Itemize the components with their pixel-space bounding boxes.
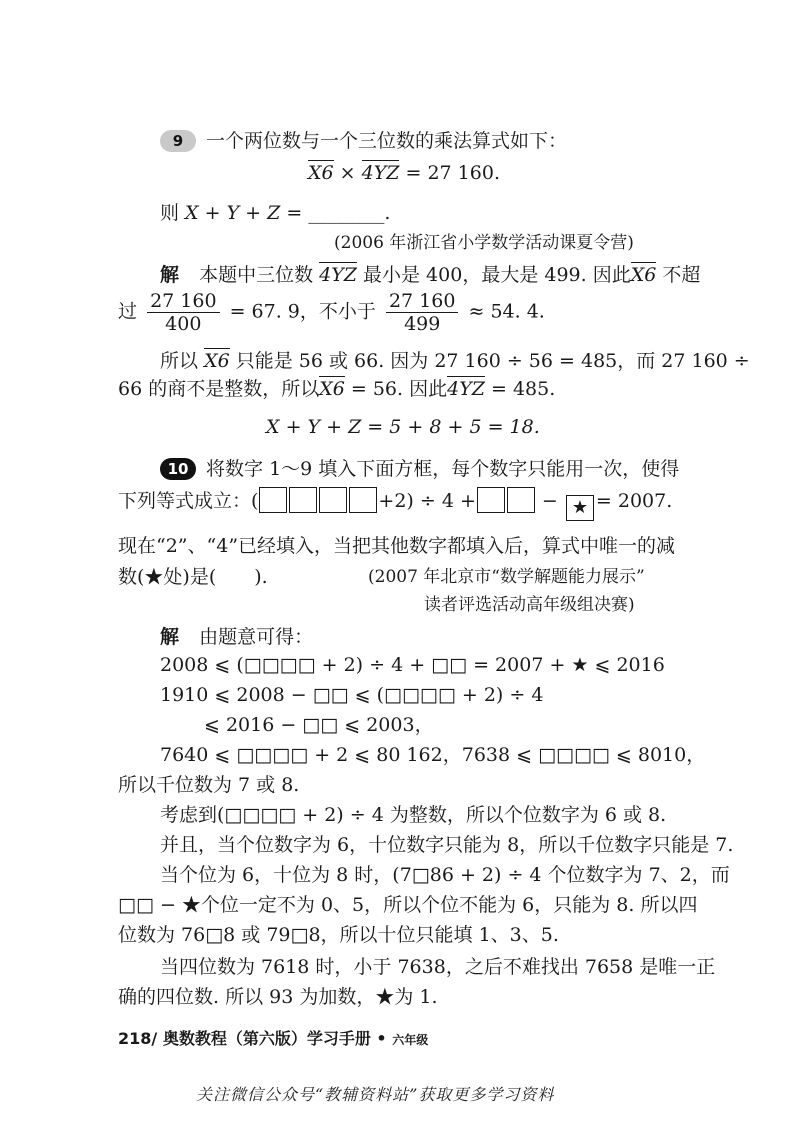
solution-line: 考虑到(□□□□ + 2) ÷ 4 为整数，所以个位数字为 6 或 8. xyxy=(160,804,667,826)
solution-text: 过 xyxy=(118,300,138,323)
solution-label: 解 xyxy=(160,626,180,648)
solution-line: 当个位为 6，十位为 8 时，(7□86 + 2) ÷ 4 个位数字为 7、2，而 xyxy=(160,864,730,886)
page-number: 218/ xyxy=(118,1029,158,1048)
question-line xyxy=(160,200,390,226)
source-note-1: (2007 年北京市“数学解题能力展示” xyxy=(368,567,645,587)
problem-10-text-1: 现在“2”、“4”已经填入，当把其他数字都填入后，算式中唯一的减 xyxy=(118,535,676,557)
problem-number-badge: 9 xyxy=(160,130,196,152)
solution-text: = 56. 因此 xyxy=(344,378,448,400)
times-sign: × xyxy=(333,162,362,184)
answer-blank: ________ xyxy=(308,202,385,224)
overlined-number: X6 xyxy=(204,350,230,372)
source-note-2: 读者评选活动高年级组决赛) xyxy=(424,595,635,615)
problem-10-header xyxy=(160,456,679,482)
solution-line: 位数为 76□8 或 79□8，所以十位只能填 1、3、5. xyxy=(118,924,559,946)
problem-text: 一个两位数与一个三位数的乘法算式如下： xyxy=(206,130,568,152)
final-answer: X + Y + Z = 5 + 8 + 5 = 18. xyxy=(266,416,540,438)
problem-text: 数(★处)是( ). xyxy=(118,566,268,588)
solution-text: ≈ 54. 4. xyxy=(468,300,545,323)
overlined-number: X6 xyxy=(630,264,657,286)
overlined-number: X6 xyxy=(308,162,334,184)
bottom-note: 关注微信公众号“教辅资料站”获取更多学习资料 xyxy=(196,1085,555,1104)
star-box: ★ xyxy=(566,495,594,521)
solution-text: 所以 xyxy=(160,350,199,372)
fraction xyxy=(147,290,219,335)
solution-text: = 485. xyxy=(484,378,556,400)
blank-box xyxy=(507,487,535,513)
solution-line-1 xyxy=(160,262,700,288)
question-period: . xyxy=(384,202,391,224)
problem-9-header xyxy=(160,128,567,154)
solution-line-4 xyxy=(118,376,555,402)
solution-line: 7640 ⩽ □□□□ + 2 ⩽ 80 162，7638 ⩽ □□□□ ⩽ 8010， xyxy=(160,744,706,766)
solution-label: 解 xyxy=(160,264,180,286)
blank-box xyxy=(259,487,287,513)
overlined-number: X6 xyxy=(319,378,345,400)
overlined-number: 4YZ xyxy=(447,378,485,400)
solution-line: ⩽ 2016 − □□ ⩽ 2003， xyxy=(204,714,434,736)
problem-10-equation xyxy=(118,487,672,521)
fraction-numerator: 27 160 xyxy=(386,290,458,313)
book-title: 奥数教程（第六版）学习手册 xyxy=(162,1029,371,1048)
blank-box xyxy=(319,487,347,513)
solution-line: 2008 ⩽ (□□□□ + 2) ÷ 4 + □□ = 2007 + ★ ⩽ 2016 xyxy=(160,654,665,676)
solution-text: 由题意可得： xyxy=(199,626,314,648)
problem-number-badge: 10 xyxy=(160,458,196,480)
solution-line: 所以千位数为 7 或 8. xyxy=(118,774,300,796)
equation xyxy=(308,160,500,186)
equation-text: 下列等式成立：( xyxy=(118,490,259,512)
equation-text: +2) ÷ 4 + xyxy=(378,490,476,512)
blank-box xyxy=(477,487,505,513)
page-footer xyxy=(118,1026,428,1053)
overlined-number: 4YZ xyxy=(319,264,357,286)
blank-box xyxy=(349,487,377,513)
solution-line: 当四位数为 7618 时，小于 7638，之后不难找出 7658 是唯一正 xyxy=(160,956,716,978)
fraction xyxy=(386,290,458,335)
problem-10-text-2 xyxy=(118,564,268,590)
question-expression: X + Y + Z = xyxy=(185,202,309,224)
grade-label: 六年级 xyxy=(392,1033,429,1047)
solution-line-2 xyxy=(118,290,545,335)
question-prefix: 则 xyxy=(160,202,186,224)
overlined-number: 4YZ xyxy=(361,162,400,184)
solution-intro xyxy=(160,624,313,650)
equation-rest: = 27 160. xyxy=(399,162,500,184)
minus-sign: − xyxy=(535,490,564,512)
footer-dot: • xyxy=(370,1029,393,1048)
solution-text: 本题中三位数 xyxy=(199,264,314,286)
solution-text: = 67. 9，不小于 xyxy=(229,300,376,323)
blank-box xyxy=(289,487,317,513)
fraction-denominator: 400 xyxy=(165,313,202,335)
solution-line: □□ − ★个位一定不为 0、5，所以个位不能为 6，只能为 8. 所以四 xyxy=(118,894,698,916)
solution-text: 只能是 56 或 66. 因为 27 160 ÷ 56 = 485，而 27 160 ÷ xyxy=(235,350,750,372)
equation-text: = 2007. xyxy=(595,490,673,512)
problem-text: 将数字 1～9 填入下面方框，每个数字只能用一次，使得 xyxy=(206,458,680,480)
solution-line: 并且，当个位数字为 6，十位数字只能为 8，所以千位数字只能是 7. xyxy=(160,834,734,856)
solution-line-3 xyxy=(160,348,750,374)
solution-text: 不超 xyxy=(662,264,701,286)
solution-text: 最小是 400，最大是 499. 因此 xyxy=(363,264,631,286)
fraction-numerator: 27 160 xyxy=(147,290,219,313)
fraction-denominator: 499 xyxy=(404,313,441,335)
solution-text: 66 的商不是整数，所以 xyxy=(118,378,320,400)
solution-line: 1910 ⩽ 2008 − □□ ⩽ (□□□□ + 2) ÷ 4 xyxy=(160,684,544,706)
solution-line: 确的四位数. 所以 93 为加数，★为 1. xyxy=(118,986,438,1008)
source-note: (2006 年浙江省小学数学活动课夏令营) xyxy=(334,233,634,253)
